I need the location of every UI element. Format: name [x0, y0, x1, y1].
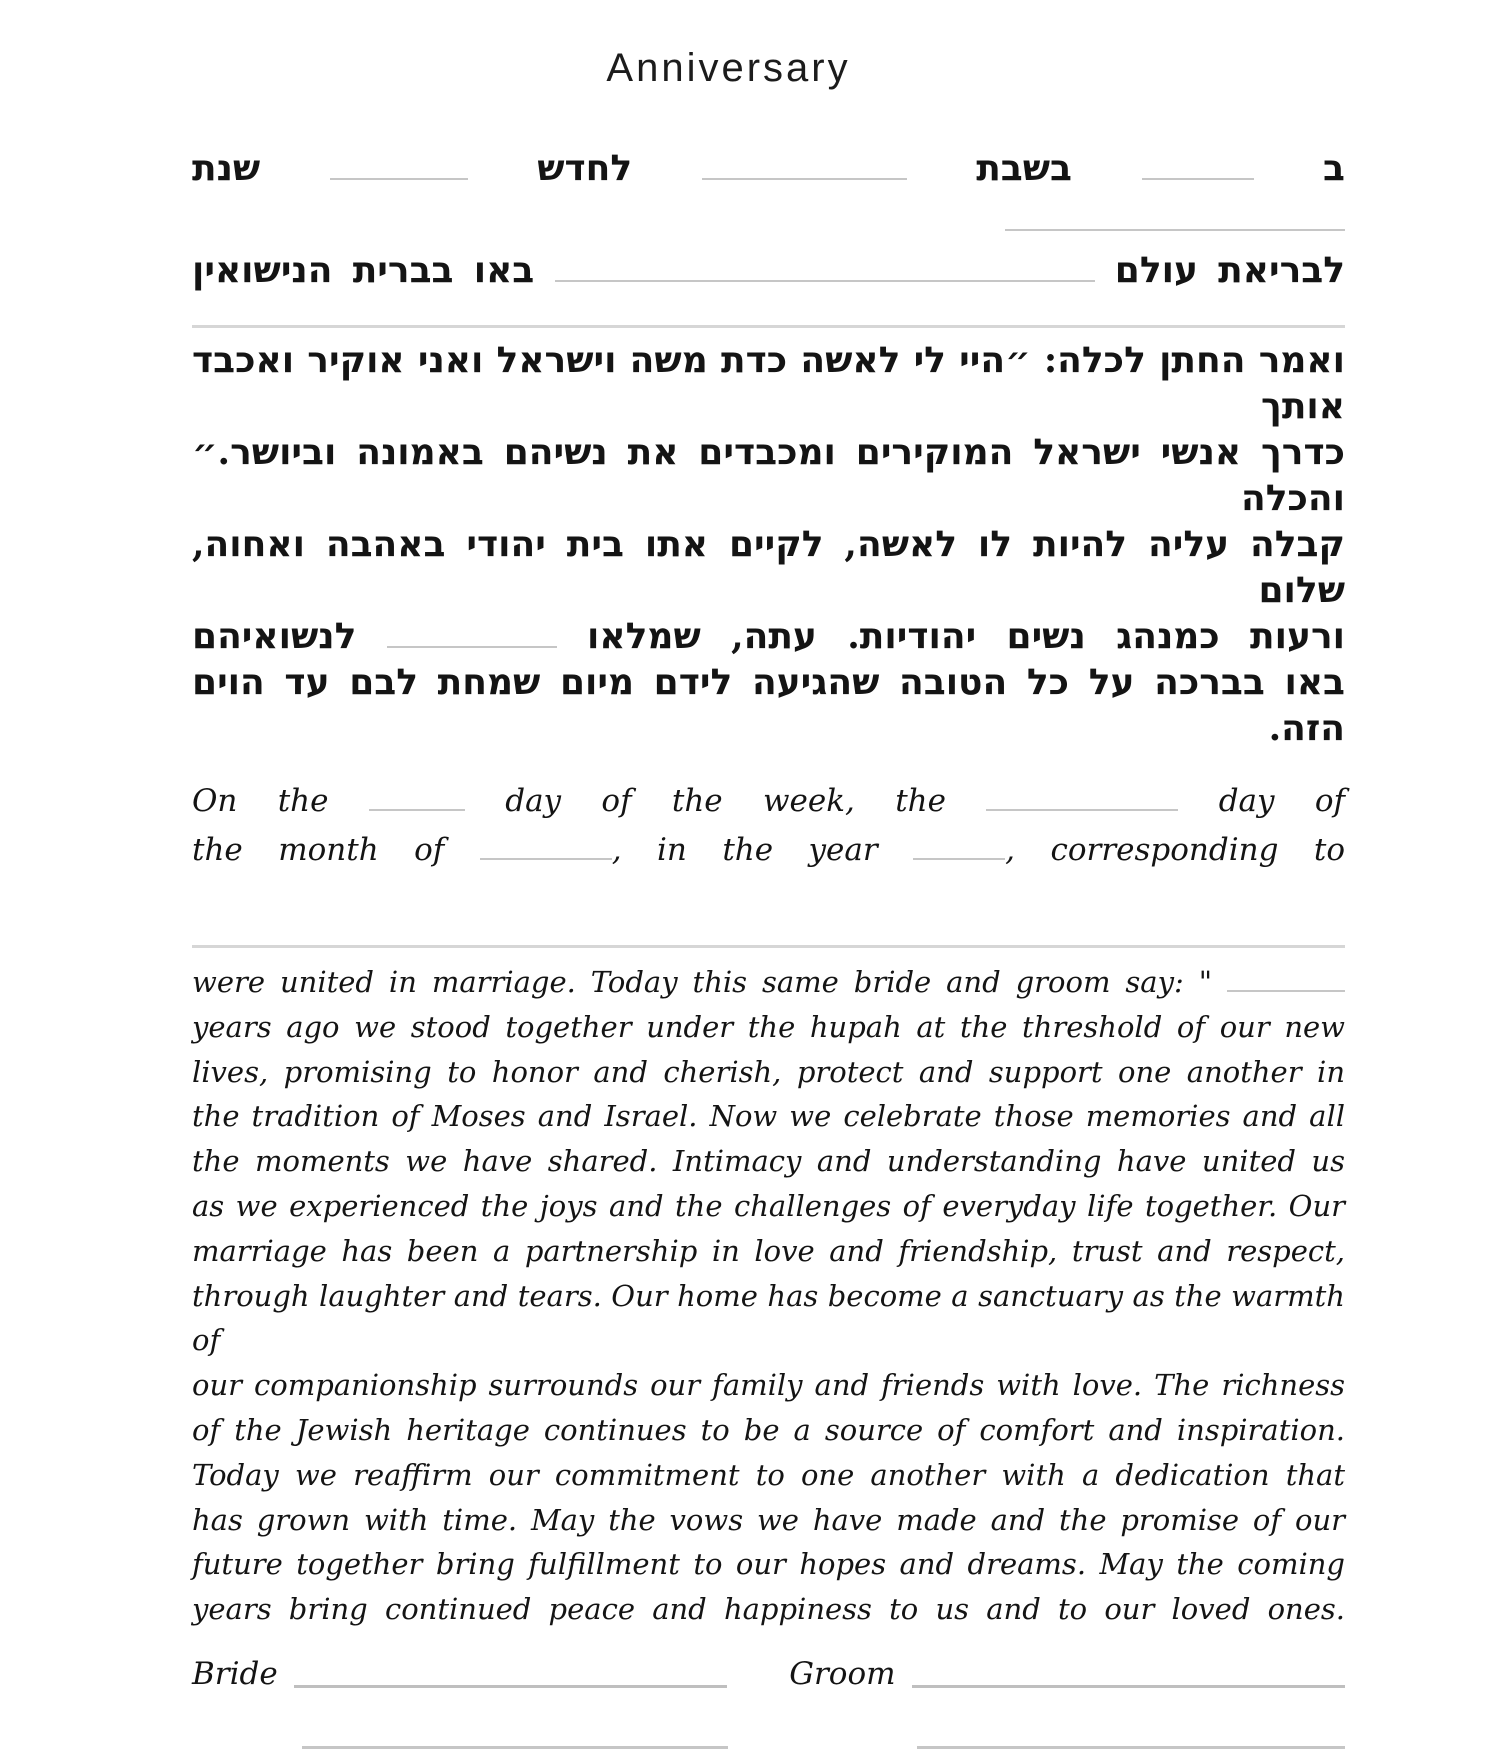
text-segment: ורעות כמנהג נשים יהודיות. עתה, שמלאו — [587, 615, 1345, 657]
text-segment: On the — [192, 783, 329, 819]
text-segment: לנשואיהם — [192, 615, 357, 657]
text-segment: of the Jewish heritage continues to be a source of comfort and inspiration. — [192, 1412, 1345, 1447]
fill-in-blank-line — [913, 833, 1005, 860]
text-segment: day of — [1218, 783, 1346, 819]
text-line — [192, 1184, 1345, 1229]
text-line — [192, 521, 1345, 613]
text-line — [192, 429, 1345, 521]
fill-in-blank-line — [986, 784, 1178, 811]
signature-row — [192, 1656, 1345, 1692]
text-segment: day of the week, the — [505, 783, 946, 819]
text-line — [192, 960, 1345, 1005]
bride-signature-line — [294, 1685, 727, 1688]
text-segment: קבלה עליה להיות לו לאשה, לקיים אתו בית יהודי באהבה ואחוה, שלום — [192, 523, 1345, 611]
text-segment: the moments we have shared. Intimacy and understanding have united us — [192, 1144, 1345, 1179]
text-segment: as we experienced the joys and the challenges of everyday life together. Our — [192, 1188, 1345, 1223]
english-vows-paragraph — [192, 960, 1345, 1632]
text-line — [192, 337, 1345, 429]
text-line — [192, 777, 1345, 826]
text-segment: our companionship surrounds our family and friends with love. The richness — [192, 1368, 1345, 1403]
fill-in-blank-line — [387, 616, 557, 648]
text-line — [192, 1453, 1345, 1498]
text-segment: בשבת — [976, 147, 1072, 189]
text-segment: the month of — [192, 832, 445, 868]
fill-in-blank-line — [1227, 966, 1345, 992]
text-line — [192, 1587, 1345, 1632]
text-line — [192, 1094, 1345, 1139]
groom-signature-line — [912, 1685, 1345, 1688]
text-line — [192, 143, 1345, 245]
text-segment: through laughter and tears. Our home has become a sanctuary as the warmth of — [192, 1278, 1345, 1358]
text-line — [192, 659, 1345, 751]
text-segment: באו בברית הנישואין — [192, 249, 535, 291]
text-segment: כדרך אנשי ישראל המוקירים ומכבדים את נשיהם באמונה וביושר.״ והכלה — [192, 431, 1345, 519]
fill-in-blank-line — [1142, 148, 1254, 180]
fill-in-blank-line — [369, 784, 465, 811]
text-segment: לבריאת עולם — [1114, 249, 1345, 291]
text-line — [192, 1050, 1345, 1095]
text-line — [192, 245, 1345, 296]
fill-in-blank-line-full — [192, 945, 1345, 948]
english-date-fill-in-section — [192, 777, 1345, 875]
fill-in-blank-line-full — [192, 325, 1345, 328]
text-segment: years ago we stood together under the hupah at the threshold of our new — [192, 1009, 1345, 1044]
text-line — [192, 613, 1345, 659]
groom-label: Groom — [789, 1655, 896, 1692]
text-line — [192, 1229, 1345, 1274]
page-title: Anniversary — [606, 46, 851, 90]
text-line — [192, 826, 1345, 875]
text-segment: שנת — [192, 147, 261, 189]
text-segment: Today we reaffirm our commitment to one another with a dedication that — [192, 1457, 1345, 1492]
text-line — [192, 1498, 1345, 1543]
text-line — [192, 1274, 1345, 1364]
text-line — [192, 1542, 1345, 1587]
text-line — [192, 1139, 1345, 1184]
hebrew-date-fill-in-section — [192, 143, 1345, 296]
text-segment: , in the year — [611, 832, 878, 868]
text-segment: marriage has been a partnership in love and friendship, trust and respect, — [192, 1233, 1345, 1268]
text-segment: באו בברכה על כל הטובה שהגיעה לידם מיום שמחת לבם עד הוים הזה. — [192, 661, 1345, 749]
text-line — [192, 1363, 1345, 1408]
text-segment: , corresponding to — [1005, 832, 1345, 868]
fill-in-blank-line — [702, 148, 907, 180]
text-line — [192, 1408, 1345, 1453]
text-line — [192, 1005, 1345, 1050]
fill-in-blank-line — [330, 148, 468, 180]
bride-label: Bride — [192, 1655, 278, 1692]
text-segment: ב — [1323, 147, 1345, 189]
text-segment: ואמר החתן לכלה: ״היי לי לאשה כדת משה וישראל ואני אוקיר ואכבד אותך — [192, 339, 1345, 427]
text-segment: לחדש — [537, 147, 633, 189]
text-segment: the tradition of Moses and Israel. Now we celebrate those memories and all — [192, 1099, 1345, 1134]
text-segment: has grown with time. May the vows we have made and the promise of our — [192, 1502, 1345, 1537]
hebrew-vows-paragraph — [192, 337, 1345, 751]
text-segment: were united in marriage. Today this same bride and groom say: " — [192, 965, 1213, 999]
text-segment: lives, promising to honor and cherish, protect and support one another in — [192, 1054, 1345, 1089]
text-segment: future together bring fulfillment to our hopes and dreams. May the coming — [192, 1547, 1345, 1582]
text-segment: years bring continued peace and happiness to us and to our loved ones. — [192, 1592, 1345, 1627]
fill-in-blank-line — [1005, 199, 1345, 231]
fill-in-blank-line — [555, 250, 1095, 282]
fill-in-blank-line — [480, 833, 612, 860]
